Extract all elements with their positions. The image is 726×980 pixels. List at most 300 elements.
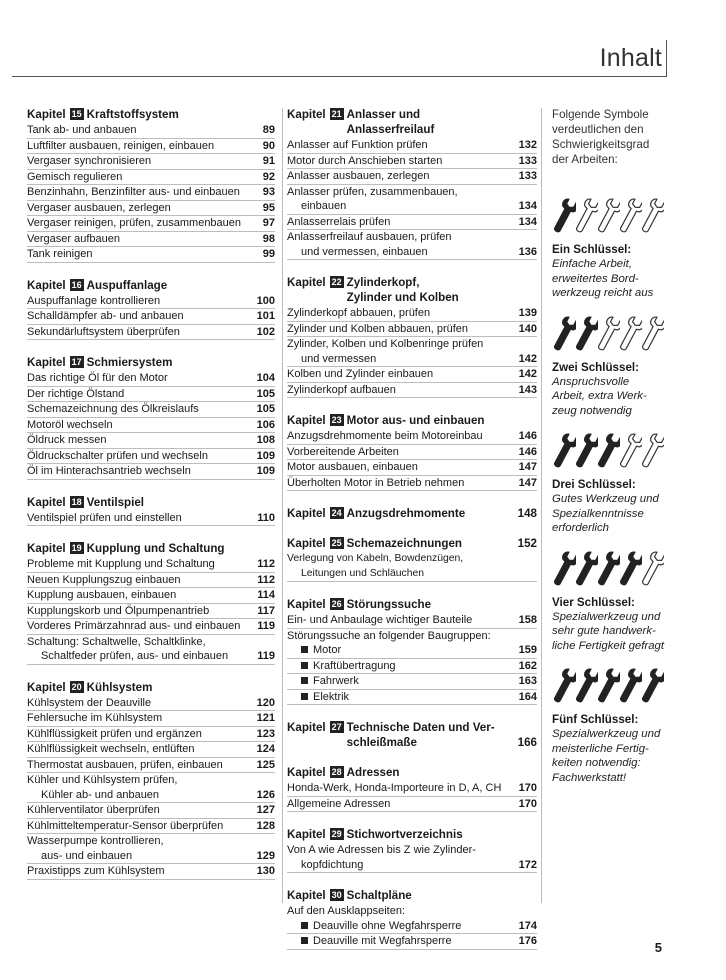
difficulty-name: Fünf Schlüssel: bbox=[552, 713, 639, 726]
chapter-title bbox=[347, 506, 515, 521]
toc-entry-title: Vergaser ausbauen, zerlegen bbox=[27, 201, 171, 214]
chapter-heading bbox=[27, 541, 275, 556]
toc-entry bbox=[27, 232, 275, 248]
toc-entry bbox=[27, 773, 275, 788]
toc-entry-page: 162 bbox=[518, 659, 537, 672]
toc-entry bbox=[287, 919, 537, 935]
toc-entry bbox=[27, 758, 275, 774]
toc-entry bbox=[287, 552, 537, 567]
toc-entry-title: Kühlmitteltemperatur-Sensor überprüfen bbox=[27, 819, 224, 832]
toc-entry-title: Wasserpumpe kontrollieren, bbox=[27, 835, 164, 847]
legend-intro-line: verdeutlichen den bbox=[552, 123, 644, 136]
toc-entry-title: Verlegung von Kabeln, Bowdenzügen, bbox=[287, 553, 464, 564]
toc-entry-title: Kühlflüssigkeit prüfen und ergänzen bbox=[27, 727, 202, 740]
toc-entry-page: 170 bbox=[518, 797, 537, 810]
toc-entry bbox=[287, 185, 537, 200]
toc-entry-title: Kupplung ausbauen, einbauen bbox=[27, 589, 177, 601]
toc-entry-title: Anlasserfreilauf ausbauen, prüfen bbox=[287, 231, 452, 243]
toc-entry-page: 112 bbox=[257, 573, 275, 586]
chapter-section bbox=[27, 680, 275, 880]
toc-entry-page bbox=[515, 337, 537, 352]
toc-entry-title: Zylinderkopf abbauen, prüfen bbox=[287, 307, 431, 319]
difficulty-description bbox=[552, 727, 667, 785]
difficulty-description-line: liche Fertigkeit gefragt bbox=[552, 639, 665, 652]
toc-entry-page: 100 bbox=[256, 294, 275, 307]
chapter-section bbox=[27, 107, 275, 263]
toc-entry bbox=[27, 819, 275, 835]
chapter-label: Kapitel 20 bbox=[27, 680, 82, 694]
toc-entry-page: 134 bbox=[518, 200, 537, 212]
chapter-title-line: Kraftstoffsystem bbox=[86, 108, 179, 121]
wrench-outline-icon bbox=[640, 550, 664, 590]
toc-entry bbox=[27, 449, 275, 465]
toc-entry-page: 130 bbox=[256, 865, 275, 877]
toc-entry-title: Deauville ohne Wegfahrsperre bbox=[287, 919, 515, 934]
header-rule bbox=[12, 76, 667, 77]
wrench-outline-icon bbox=[618, 315, 642, 355]
toc-entry-page: 104 bbox=[256, 372, 275, 384]
chapter-number-badge: 22 bbox=[331, 277, 342, 287]
difficulty-description-line: meisterliche Fertig- bbox=[552, 742, 649, 755]
chapter-title-line: Technische Daten und Ver- bbox=[346, 721, 495, 734]
toc-entry-title: Kühler ab- und anbauen bbox=[41, 788, 160, 801]
chapter-section bbox=[287, 107, 537, 260]
difficulty-description-line: sehr gute handwerk- bbox=[552, 625, 656, 637]
toc-entry bbox=[27, 247, 275, 263]
toc-entry-page: 170 bbox=[518, 782, 537, 794]
toc-entry-title: Anlasser prüfen, zusammenbauen, bbox=[287, 185, 458, 198]
toc-entry-page: 97 bbox=[262, 217, 275, 229]
toc-entry bbox=[287, 659, 537, 675]
toc-entry-title: Der richtige Ölstand bbox=[27, 387, 125, 400]
toc-entry-title: Motor durch Anschieben starten bbox=[287, 154, 443, 167]
wrench-outline-icon bbox=[640, 197, 664, 237]
toc-entry bbox=[287, 138, 537, 154]
chapter-heading bbox=[287, 107, 537, 137]
toc-entry-title: Vergaser synchronisieren bbox=[27, 155, 152, 167]
toc-entry-title: Auspuffanlage kontrollieren bbox=[27, 294, 161, 307]
toc-entry bbox=[27, 849, 275, 865]
toc-entry-page: 95 bbox=[262, 201, 275, 214]
toc-entry bbox=[27, 619, 275, 635]
toc-entry-page: 125 bbox=[256, 758, 275, 771]
toc-entry-page: 117 bbox=[257, 604, 275, 617]
chapter-heading bbox=[27, 495, 275, 510]
wrench-filled-icon bbox=[574, 432, 598, 472]
chapter-title bbox=[87, 355, 275, 370]
legend-intro-line: Folgende Symbole bbox=[552, 108, 649, 121]
toc-entry-title: und vermessen, einbauen bbox=[301, 245, 428, 258]
chapter-number-badge: 23 bbox=[331, 415, 342, 425]
toc-entry bbox=[27, 727, 275, 743]
toc-entry-page bbox=[515, 843, 537, 858]
wrench-rating bbox=[552, 432, 667, 474]
toc-entry-title: Öl im Hinterachsantrieb wechseln bbox=[27, 465, 191, 477]
toc-entry bbox=[27, 788, 275, 804]
toc-entry-page: 110 bbox=[257, 511, 275, 524]
toc-entry bbox=[27, 557, 275, 573]
wrench-filled-icon bbox=[574, 550, 598, 590]
wrench-filled-icon bbox=[596, 432, 620, 472]
chapter-number-badge: 26 bbox=[331, 599, 342, 609]
chapter-heading bbox=[287, 506, 537, 521]
chapter-label: Kapitel 21 bbox=[287, 108, 342, 121]
toc-entry bbox=[287, 445, 537, 461]
chapter-section bbox=[287, 413, 537, 491]
chapter-title-line: Adressen bbox=[346, 766, 400, 779]
toc-entry-title: Öldruck messen bbox=[27, 434, 107, 446]
toc-entry-title: Anzugsdrehmomente beim Motoreinbau bbox=[287, 430, 483, 442]
toc-entry bbox=[27, 834, 275, 849]
chapter-title bbox=[347, 413, 537, 428]
toc-entry-page: 136 bbox=[518, 245, 537, 258]
toc-entry-page: 128 bbox=[256, 819, 275, 832]
chapter-section bbox=[287, 506, 537, 521]
toc-entry-title: Auf den Ausklappseiten: bbox=[287, 905, 406, 917]
difficulty-description bbox=[552, 492, 667, 536]
toc-entry-page: 99 bbox=[262, 248, 275, 260]
chapter-heading bbox=[287, 765, 537, 780]
chapter-title bbox=[347, 275, 537, 305]
difficulty-description bbox=[552, 257, 667, 301]
toc-entry bbox=[287, 781, 537, 797]
chapter-section bbox=[287, 720, 537, 750]
difficulty-name: Drei Schlüssel: bbox=[552, 478, 636, 491]
wrench-filled-icon bbox=[552, 197, 576, 237]
toc-entry bbox=[27, 123, 275, 139]
chapter-label: Kapitel 29 bbox=[287, 828, 342, 841]
toc-entry-title: aus- und einbauen bbox=[41, 849, 133, 862]
difficulty-description bbox=[552, 610, 667, 654]
chapter-label: Kapitel 28 bbox=[287, 766, 342, 779]
wrench-rating bbox=[552, 550, 667, 592]
toc-entry bbox=[27, 154, 275, 170]
toc-entry bbox=[27, 573, 275, 589]
chapter-label: Kapitel 23 bbox=[287, 414, 342, 427]
toc-entry-page: 142 bbox=[518, 352, 537, 365]
toc-entry-page bbox=[515, 185, 537, 200]
legend-intro-line: der Arbeiten: bbox=[552, 153, 618, 166]
wrench-outline-icon bbox=[640, 432, 664, 472]
difficulty-level bbox=[552, 667, 667, 785]
chapter-label: Kapitel 22 bbox=[287, 276, 342, 289]
toc-entry bbox=[287, 934, 537, 950]
toc-entry bbox=[27, 464, 275, 480]
toc-entry-title: Praxistipps zum Kühlsystem bbox=[27, 865, 165, 877]
difficulty-level bbox=[552, 197, 667, 301]
toc-entry-title: Vorderes Primärzahnrad aus- und einbauen bbox=[27, 620, 241, 632]
toc-entry-page: 119 bbox=[257, 650, 275, 662]
toc-entry bbox=[287, 337, 537, 352]
toc-entry bbox=[287, 429, 537, 445]
difficulty-description-line: werkzeug reicht aus bbox=[552, 287, 654, 299]
bullet-square-icon bbox=[301, 662, 308, 669]
toc-entry-page: 126 bbox=[256, 788, 275, 801]
toc-entry-page bbox=[515, 629, 537, 644]
chapter-title bbox=[347, 827, 537, 842]
toc-entry-page: 143 bbox=[518, 383, 537, 396]
toc-entry-page: 89 bbox=[262, 124, 275, 136]
chapter-label: Kapitel 19 bbox=[27, 542, 82, 555]
bullet-square-icon bbox=[301, 922, 308, 929]
toc-entry-title: Motor ausbauen, einbauen bbox=[287, 461, 418, 473]
difficulty-description-line: keiten notwendig: bbox=[552, 757, 641, 769]
chapter-number-badge: 27 bbox=[331, 722, 342, 732]
toc-entry-page: 146 bbox=[518, 445, 537, 458]
chapter-heading bbox=[287, 275, 537, 305]
chapter-number-badge: 17 bbox=[71, 357, 82, 367]
chapter-title bbox=[87, 680, 275, 695]
wrench-filled-icon bbox=[552, 550, 576, 590]
toc-entry bbox=[287, 904, 537, 919]
chapter-number-badge: 24 bbox=[331, 508, 342, 518]
difficulty-description-line: Fachwerkstatt! bbox=[552, 771, 627, 784]
toc-entry-page: 158 bbox=[518, 614, 537, 626]
toc-entry-title: Öldruckschalter prüfen und wechseln bbox=[27, 449, 208, 462]
chapter-title-line: Schemazeichnungen bbox=[346, 537, 462, 550]
toc-entry bbox=[27, 649, 275, 665]
toc-entry bbox=[27, 635, 275, 650]
chapter-label: Kapitel 30 bbox=[287, 889, 342, 902]
chapter-number-badge: 19 bbox=[71, 543, 82, 553]
toc-entry-page: 124 bbox=[256, 743, 275, 755]
wrench-outline-icon bbox=[574, 197, 598, 237]
toc-entry bbox=[27, 711, 275, 727]
toc-entry-page: 123 bbox=[256, 727, 275, 740]
wrench-rating bbox=[552, 315, 667, 357]
toc-entry-title: Allgemeine Adressen bbox=[287, 797, 391, 810]
toc-entry-page: 142 bbox=[518, 368, 537, 380]
toc-entry bbox=[27, 402, 275, 418]
toc-entry-page: 133 bbox=[518, 154, 537, 167]
toc-entry-page: 102 bbox=[256, 325, 275, 338]
chapter-title-line: Ventilspiel bbox=[86, 495, 145, 509]
wrench-outline-icon bbox=[596, 197, 620, 237]
chapter-label: Kapitel 15 bbox=[27, 108, 82, 121]
toc-entry-title: Kühlerventilator überprüfen bbox=[27, 804, 160, 816]
chapter-heading bbox=[287, 720, 537, 750]
toc-entry-page: 101 bbox=[256, 310, 275, 322]
chapter-heading bbox=[287, 536, 537, 551]
toc-entry bbox=[287, 843, 537, 858]
toc-entry-page bbox=[515, 567, 537, 582]
page-number: 5 bbox=[654, 940, 662, 955]
toc-entry-title: Vergaser reinigen, prüfen, zusammenbauen bbox=[27, 217, 242, 229]
chapter-heading bbox=[287, 413, 537, 428]
toc-entry bbox=[287, 476, 537, 492]
chapter-title bbox=[347, 536, 515, 551]
toc-entry bbox=[27, 433, 275, 449]
wrench-outline-icon bbox=[596, 315, 620, 355]
toc-entry-page: 119 bbox=[257, 620, 275, 632]
wrench-filled-icon bbox=[574, 667, 598, 707]
toc-entry-page: 105 bbox=[256, 403, 275, 415]
chapter-heading bbox=[27, 107, 275, 122]
toc-entry-page: 147 bbox=[518, 476, 537, 489]
chapter-title-line: Kupplung und Schaltung bbox=[86, 542, 225, 555]
toc-entry-title: Kühler und Kühlsystem prüfen, bbox=[27, 774, 178, 786]
toc-entry-title: Thermostat ausbauen, prüfen, einbauen bbox=[27, 758, 223, 771]
difficulty-level bbox=[552, 315, 667, 419]
toc-entry bbox=[287, 215, 537, 231]
toc-entry-title: Von A wie Adressen bis Z wie Zylinder- bbox=[287, 844, 476, 856]
toc-entry bbox=[27, 387, 275, 403]
legend-intro bbox=[552, 107, 667, 167]
chapter-section bbox=[287, 597, 537, 705]
toc-entry-title: Probleme mit Kupplung und Schaltung bbox=[27, 558, 215, 570]
toc-entry bbox=[27, 604, 275, 620]
chapter-number-badge: 15 bbox=[71, 109, 82, 119]
toc-entry-title: Benzinhahn, Benzinfilter aus- und einbauen bbox=[27, 186, 240, 198]
chapter-title bbox=[347, 888, 537, 903]
toc-entry-title: Elektrik bbox=[287, 690, 515, 705]
toc-entry-page: 108 bbox=[256, 434, 275, 446]
difficulty-description-line: Spezialkenntnisse bbox=[552, 507, 644, 520]
toc-entry-title: Schaltung: Schaltwelle, Schaltklinke, bbox=[27, 635, 206, 648]
toc-entry bbox=[27, 139, 275, 155]
wrench-filled-icon bbox=[618, 550, 642, 590]
chapter-title-line: Stichwortverzeichnis bbox=[346, 828, 463, 841]
chapter-label: Kapitel 17 bbox=[27, 356, 82, 369]
chapter-section bbox=[27, 278, 275, 341]
page-title: Inhalt bbox=[599, 44, 662, 72]
toc-entry-page: 132 bbox=[518, 139, 537, 151]
toc-entry-page: 174 bbox=[518, 919, 537, 932]
toc-entry-title: einbauen bbox=[301, 200, 347, 212]
toc-entry-title: Motoröl wechseln bbox=[27, 418, 113, 431]
difficulty-description-line: Spezialwerkzeug und bbox=[552, 610, 661, 623]
toc-entry bbox=[27, 803, 275, 819]
chapter-number-badge: 20 bbox=[71, 681, 82, 692]
difficulty-description-line: Arbeit, extra Werk- bbox=[552, 390, 647, 402]
toc-entry bbox=[287, 230, 537, 245]
toc-entry-page: 109 bbox=[256, 465, 275, 477]
header-rule-vertical bbox=[666, 40, 667, 77]
toc-entry-page: 93 bbox=[262, 186, 275, 198]
toc-entry-title: Vorbereitende Arbeiten bbox=[287, 445, 399, 458]
difficulty-description-line: erforderlich bbox=[552, 522, 609, 534]
difficulty-description-line: Einfache Arbeit, bbox=[552, 258, 632, 270]
toc-entry-title: Luftfilter ausbauen, reinigen, einbauen bbox=[27, 139, 215, 152]
toc-entry-page: 133 bbox=[518, 170, 537, 182]
toc-entry-title: Ventilspiel prüfen und einstellen bbox=[27, 511, 182, 524]
chapter-section bbox=[27, 541, 275, 665]
toc-entry bbox=[27, 325, 275, 341]
toc-entry-title: Kraftübertragung bbox=[287, 659, 515, 674]
wrench-filled-icon bbox=[552, 667, 576, 707]
toc-entry bbox=[27, 864, 275, 880]
toc-entry-title: Zylinderkopf aufbauen bbox=[287, 383, 396, 396]
toc-entry-title: Zylinder, Kolben und Kolbenringe prüfen bbox=[287, 338, 484, 350]
wrench-filled-icon bbox=[552, 315, 576, 355]
chapter-label: Kapitel 27 bbox=[287, 721, 342, 734]
toc-entry-title: Schaltfeder prüfen, aus- und einbauen bbox=[41, 650, 229, 662]
chapter-title-line: schleißmaße bbox=[346, 736, 417, 749]
toc-entry-title: Motor bbox=[287, 643, 515, 658]
difficulty-level bbox=[552, 550, 667, 654]
toc-entry-page: 112 bbox=[257, 558, 275, 570]
toc-entry-title: Gemisch regulieren bbox=[27, 170, 123, 183]
chapter-title-line: Zylinderkopf, bbox=[346, 276, 420, 289]
toc-entry-title: Anlasser auf Funktion prüfen bbox=[287, 139, 428, 151]
difficulty-description-line: zeug notwendig bbox=[552, 404, 632, 417]
toc-entry bbox=[27, 696, 275, 712]
difficulty-description-line: erweitertes Bord- bbox=[552, 272, 639, 285]
bullet-square-icon bbox=[301, 937, 308, 944]
toc-entry bbox=[27, 201, 275, 217]
chapter-title-line: Schaltpläne bbox=[346, 889, 412, 902]
toc-entry bbox=[27, 216, 275, 232]
bullet-square-icon bbox=[301, 646, 308, 653]
wrench-filled-icon bbox=[574, 315, 598, 355]
chapter-section bbox=[287, 888, 537, 950]
toc-entry-title: Honda-Werk, Honda-Importeure in D, A, CH bbox=[287, 782, 502, 794]
toc-entry bbox=[287, 383, 537, 399]
toc-entry-title: Fahrwerk bbox=[287, 674, 515, 689]
chapter-page: 166 bbox=[517, 736, 537, 749]
wrench-outline-icon bbox=[618, 432, 642, 472]
chapter-title bbox=[87, 495, 275, 510]
toc-entry bbox=[287, 613, 537, 629]
difficulty-name: Ein Schlüssel: bbox=[552, 243, 632, 256]
toc-entry bbox=[287, 643, 537, 659]
chapter-title-line: Anzugsdrehmomente bbox=[346, 507, 466, 520]
chapter-number-badge: 16 bbox=[71, 279, 82, 290]
toc-entry bbox=[27, 309, 275, 325]
chapter-number-badge: 21 bbox=[331, 109, 342, 119]
toc-entry-page: 176 bbox=[518, 935, 537, 947]
toc-entry-page: 159 bbox=[518, 644, 537, 656]
toc-entry bbox=[27, 418, 275, 434]
chapter-heading bbox=[27, 278, 275, 293]
toc-entry-title: Tank reinigen bbox=[27, 248, 93, 260]
wrench-outline-icon bbox=[640, 315, 664, 355]
toc-entry bbox=[287, 367, 537, 383]
chapter-title bbox=[347, 597, 537, 612]
chapter-section bbox=[287, 275, 537, 398]
difficulty-name: Zwei Schlüssel: bbox=[552, 360, 639, 374]
toc-entry bbox=[287, 352, 537, 368]
legend-intro-line: Schwierigkeitsgrad bbox=[552, 138, 650, 151]
chapter-title-line: Kühlsystem bbox=[86, 680, 153, 694]
toc-entry-title: Leitungen und Schläuchen bbox=[301, 567, 425, 579]
difficulty-legend bbox=[552, 107, 667, 785]
chapter-title bbox=[87, 541, 275, 556]
toc-entry-page: 121 bbox=[256, 712, 275, 724]
chapter-label: Kapitel 16 bbox=[27, 278, 82, 292]
toc-entry bbox=[287, 306, 537, 322]
toc-entry-title: Überholten Motor in Betrieb nehmen bbox=[287, 476, 465, 489]
chapter-title-line: Auspuffanlage bbox=[86, 278, 168, 292]
toc-entry-page: 120 bbox=[256, 696, 275, 709]
toc-entry bbox=[287, 797, 537, 813]
toc-entry-page bbox=[253, 773, 275, 788]
difficulty-description-line: Gutes Werkzeug und bbox=[552, 493, 659, 505]
difficulty-name: Vier Schlüssel: bbox=[552, 595, 635, 609]
toc-entry-page: 114 bbox=[257, 589, 275, 601]
toc-entry-page bbox=[515, 904, 537, 919]
toc-entry-page bbox=[253, 635, 275, 650]
toc-entry bbox=[287, 567, 537, 583]
chapter-title-line: Motor aus- und einbauen bbox=[346, 414, 485, 427]
toc-entry-title: Schalldämpfer ab- und anbauen bbox=[27, 310, 184, 322]
toc-entry-title: Kolben und Zylinder einbauen bbox=[287, 368, 434, 380]
toc-entry-title: Deauville mit Wegfahrsperre bbox=[287, 934, 515, 949]
chapter-heading bbox=[287, 597, 537, 612]
toc-column-left bbox=[27, 107, 275, 895]
chapter-title-line: Störungssuche bbox=[346, 598, 432, 611]
toc-entry-page: 146 bbox=[518, 430, 537, 442]
